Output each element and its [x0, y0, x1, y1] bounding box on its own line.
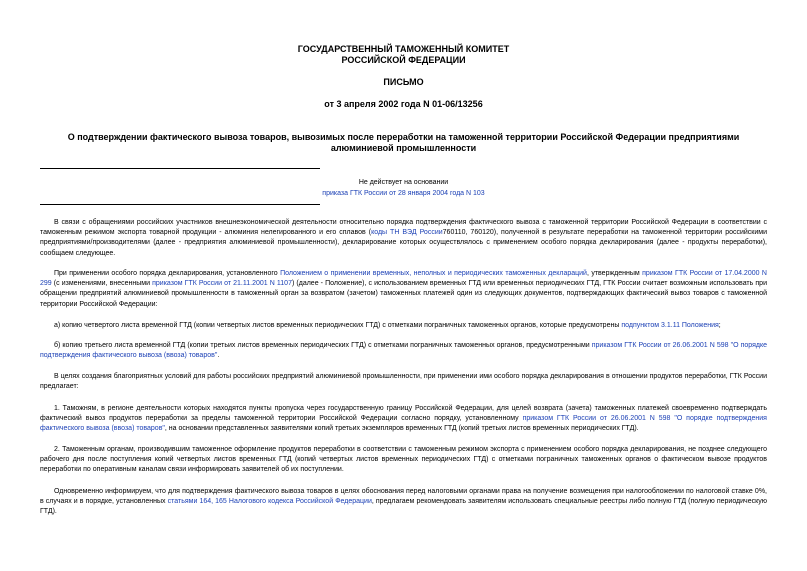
order-598-link-2[interactable]: приказом ГТК России от 26.06.2001 N 598 "О порядке подтверждения фактического вывоза (ввоза) товаров" — [40, 415, 767, 433]
paragraph-5: 2. Таможенным органам, производившим таможенное оформление продуктов переработки в соответствии с таможенным режимом экспорта с применением особого порядка декларирования, не позднее следующего рабочего дня после поступления копий четвертых листов временных ГТД (копий четвертых листов временных периодических ГТД) с отметками пограничных таможенных органов о фактическом вывозе продуктов переработки по оперативным каналам связи информировать заявителей об их поступлении. — [40, 446, 767, 474]
tnved-codes-link[interactable]: коды ТН ВЭД России — [371, 229, 443, 237]
paragraph-6: Одновременно информируем, что для подтверждения фактического вывоза товаров в целях обоснования перед налоговыми органами права на получение возмещения при налогообложении по налоговой ставке 0%, в случаях и в порядке, установленных статьями 164, 165 Налогового кодекса Российской Федерации, предлагаем рекомендовать заявителям использовать специальные реестры либо полную ГТД (полную периодическую ГТД). — [40, 488, 767, 516]
agency-name-line1: ГОСУДАРСТВЕННЫЙ ТАМОЖЕННЫЙ КОМИТЕТ — [297, 44, 510, 54]
paragraph-2: При применении особого порядка декларирования, установленного Положением о применении временных, неполных и периодических таможенных деклараций, утвержденным приказом ГТК России от 17.04.2000 N 299 (с изменениями, внесенными приказом ГТК России от 21.11.2001 N 1107) (далее - Положение), с использованием временных ГТД или временных периодических ГТД, ГТК России считает возможным использовать при обращении предприятий алюминиевой промышленности в таможенный орган за возвратом (зачетом) таможенных платежей один из следующих документов, подтверждающих фактический вывоз товаров с таможенной территории Российской Федерации: — [40, 270, 767, 308]
regulation-link[interactable]: Положением о применении временных, неполных и периодических таможенных деклараций — [280, 270, 587, 277]
paragraph-a: а) копию четвертого листа временной ГТД (копии четвертых листов временных периодических ГТД) с отметками пограничных таможенных органов, которые предусмотрены подпунктом 3.1.11 Положения; — [54, 322, 721, 329]
document-date-number: от 3 апреля 2002 года N 01-06/13256 — [324, 99, 483, 109]
document-type: ПИСЬМО — [383, 77, 424, 87]
tax-code-articles-link[interactable]: статьями 164, 165 Налогового кодекса Российской Федерации — [167, 498, 372, 506]
subclause-3-1-11-link[interactable]: подпунктом 3.1.11 Положения — [621, 322, 719, 329]
order-598-link[interactable]: приказом ГТК России от 26.06.2001 N 598 "О порядке подтверждения фактического вывоза (ввоза) товаров" — [40, 342, 767, 360]
paragraph-1: В связи с обращениями российских участников внешнеэкономической деятельности относительно порядка подтверждения фактического вывоза с таможенной территории Российской Федерации в соответствии с таможенным режимом экспорта товарной продукции - алюминия нелегированного и его сплавов (коды ТН ВЭД России760110, 760120), полученной в результате переработки на таможенной территории российскими предприятиями/производителями (далее - предприятия алюминиевой промышленности), декларирование которых осуществлялось с применением особого порядка декларирования (далее - продукты переработки), сообщаем следующее. — [40, 219, 767, 257]
paragraph-b: б) копию третьего листа временной ГТД (копии третьих листов временных периодических ГТД) с отметками пограничных таможенных органов, предусмотренными приказом ГТК России от 26.06.2001 N 598 "О порядке подтверждения фактического вывоза (ввоза) товаров". — [40, 342, 767, 360]
order-299-link[interactable]: приказом ГТК России от 17.04.2000 N 299 — [40, 270, 767, 288]
document-title: О подтверждении фактического вывоза товаров, вывозимых после переработки на таможенной территории Российской Федерации предприятиями алюминиевой промышленности — [67, 132, 740, 153]
repeal-order-link[interactable]: приказа ГТК России от 28 января 2004 года N 103 — [322, 190, 485, 197]
divider-bottom — [40, 204, 320, 205]
status-note-link-line — [0, 189, 807, 199]
divider-top — [40, 168, 320, 169]
paragraph-4: 1. Таможням, в регионе деятельности которых находятся пункты пропуска через государственную границу Российской Федерации, для целей возврата (зачета) таможенных платежей своевременно подтверждать фактический вывоз продуктов переработки за пределы таможенной территории Российской Федерации согласно порядку, установленному приказом ГТК России от 26.06.2001 N 598 "О порядке подтверждения фактического вывоза (ввоза) товаров", на основании представленных заявителями копий третьих экземпляров временных ГТД (копий третьих листов временных периодических ГТД). — [40, 405, 767, 433]
order-1107-link[interactable]: приказом ГТК России от 21.11.2001 N 1107 — [152, 280, 292, 288]
status-note: Не действует на основании — [358, 179, 449, 186]
paragraph-3: В целях создания благоприятных условий для работы российских предприятий алюминиевой промышленности, при применении ими особого порядка декларирования в отношении продуктов переработки, ГТК России предлагает: — [40, 373, 767, 391]
agency-name-line2: РОССИЙСКОЙ ФЕДЕРАЦИИ — [341, 55, 466, 65]
